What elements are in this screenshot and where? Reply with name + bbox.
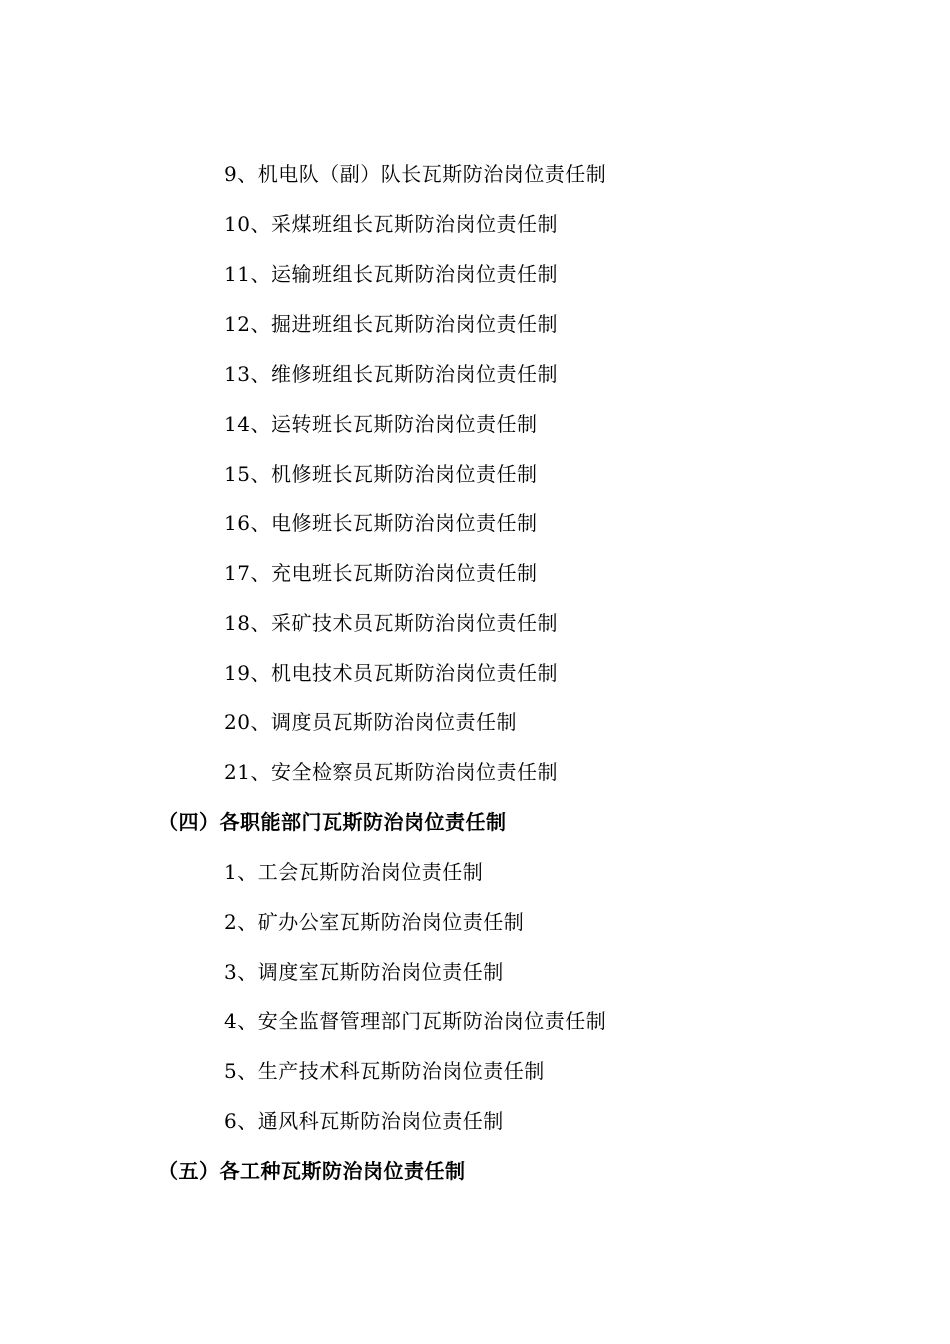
- section-heading-5: （五）各工种瓦斯防治岗位责任制: [158, 1159, 466, 1183]
- list-item: 5、生产技术科瓦斯防治岗位责任制: [224, 1059, 545, 1083]
- list-item: 6、通风科瓦斯防治岗位责任制: [224, 1109, 504, 1133]
- list-item: 11、运输班组长瓦斯防治岗位责任制: [224, 262, 558, 286]
- list-item: 16、电修班长瓦斯防治岗位责任制: [224, 511, 538, 535]
- list-item: 20、调度员瓦斯防治岗位责任制: [224, 710, 517, 734]
- list-item: 9、机电队（副）队长瓦斯防治岗位责任制: [224, 162, 607, 186]
- list-item: 21、安全检察员瓦斯防治岗位责任制: [224, 760, 558, 784]
- list-item: 13、维修班组长瓦斯防治岗位责任制: [224, 362, 558, 386]
- list-item: 17、充电班长瓦斯防治岗位责任制: [224, 561, 538, 585]
- list-item: 1、工会瓦斯防治岗位责任制: [224, 860, 484, 884]
- list-item: 10、采煤班组长瓦斯防治岗位责任制: [224, 212, 558, 236]
- list-item: 18、采矿技术员瓦斯防治岗位责任制: [224, 611, 558, 635]
- list-item: 15、机修班长瓦斯防治岗位责任制: [224, 462, 538, 486]
- list-item: 4、安全监督管理部门瓦斯防治岗位责任制: [224, 1009, 607, 1033]
- list-item: 2、矿办公室瓦斯防治岗位责任制: [224, 910, 525, 934]
- list-item: 3、调度室瓦斯防治岗位责任制: [224, 960, 504, 984]
- list-item: 14、运转班长瓦斯防治岗位责任制: [224, 412, 538, 436]
- section-heading-4: （四）各职能部门瓦斯防治岗位责任制: [158, 810, 507, 834]
- list-item: 19、机电技术员瓦斯防治岗位责任制: [224, 661, 558, 685]
- list-item: 12、掘进班组长瓦斯防治岗位责任制: [224, 312, 558, 336]
